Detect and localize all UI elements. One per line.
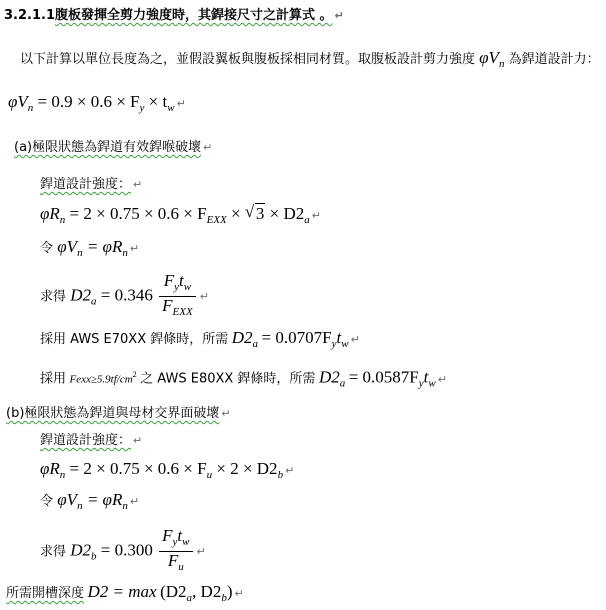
part-b-let-equation: 令 $\varphi V_n = \varphi R_n$ ↵ bbox=[40, 490, 140, 512]
part-b-strength-equation: $\varphi R_n = 2 \times 0.75 \times 0.6 \times F_u \times 2 \times D2_b$ ↵ bbox=[40, 459, 295, 481]
part-b-solve-equation: 求得 $D2_b = 0.300$ $\frac{F_yt_w}{F_u}$ ↵ bbox=[40, 527, 206, 576]
final-equation: 所需開槽深度 $D2 = \max (D2_a$, $D2_b$) ↵ bbox=[6, 582, 244, 604]
main-equation: $\varphi V_n = 0.9 \times 0.6 \times F_y \times t_w$ ↵ bbox=[8, 92, 186, 114]
intro-tail: 為銲道設計力： bbox=[508, 52, 600, 67]
section-heading bbox=[4, 7, 344, 25]
intro-paragraph bbox=[20, 49, 600, 73]
part-b-fraction: $\frac{F_yt_w}{F_u}$ bbox=[159, 527, 192, 576]
heading-text: 腹板發揮全剪力強度時，其銲接尺寸之計算式 。 bbox=[55, 8, 333, 23]
part-a-fraction: $\frac{F_yt_w}{F_{EXX}}$ bbox=[159, 272, 196, 321]
part-b-title: (b)極限狀態為銲道與母材交界面破壞 ↵ bbox=[6, 406, 231, 421]
part-a-strength-label: 銲道設計強度： ↵ bbox=[40, 177, 143, 192]
part-a-let-equation: 令 $\varphi V_n = \varphi R_n$ ↵ bbox=[40, 237, 140, 259]
part-a-case1: 採用 AWS E70XX 銲條時，所需 $D2_a = 0.0707F_yt_w$ ↵ bbox=[40, 328, 360, 350]
part-a-case2: 採用 $Fexx\ge 5.9tf/cm^2$ 之 AWS E80XX 銲條時，所需 $D2_a = 0.0587F_yt_w$ ↵ bbox=[40, 367, 447, 390]
intro-symbol: $\varphi V_n$ bbox=[479, 48, 505, 70]
intro-text: 以下計算以單位長度為之，並假設翼板與腹板採相同材質。取腹板設計剪力強度 bbox=[20, 52, 476, 67]
heading-number: 3.2.1.1 bbox=[4, 8, 55, 23]
part-b-strength-label: 銲道設計強度： ↵ bbox=[40, 433, 143, 448]
part-a-strength-equation: $\varphi R_n = 2 \times 0.75 \times 0.6 \times F_{EXX}$ × √ $3 \times D2_a$ ↵ bbox=[40, 205, 321, 229]
paragraph-mark: ↵ bbox=[334, 9, 344, 22]
part-a-title: (a)極限狀態為銲道有效銲喉破壞 ↵ bbox=[14, 140, 213, 155]
part-a-solve-equation: 求得 $D2_a = 0.346$ $\frac{F_yt_w}{F_{EXX}}$ ↵ bbox=[40, 272, 209, 321]
